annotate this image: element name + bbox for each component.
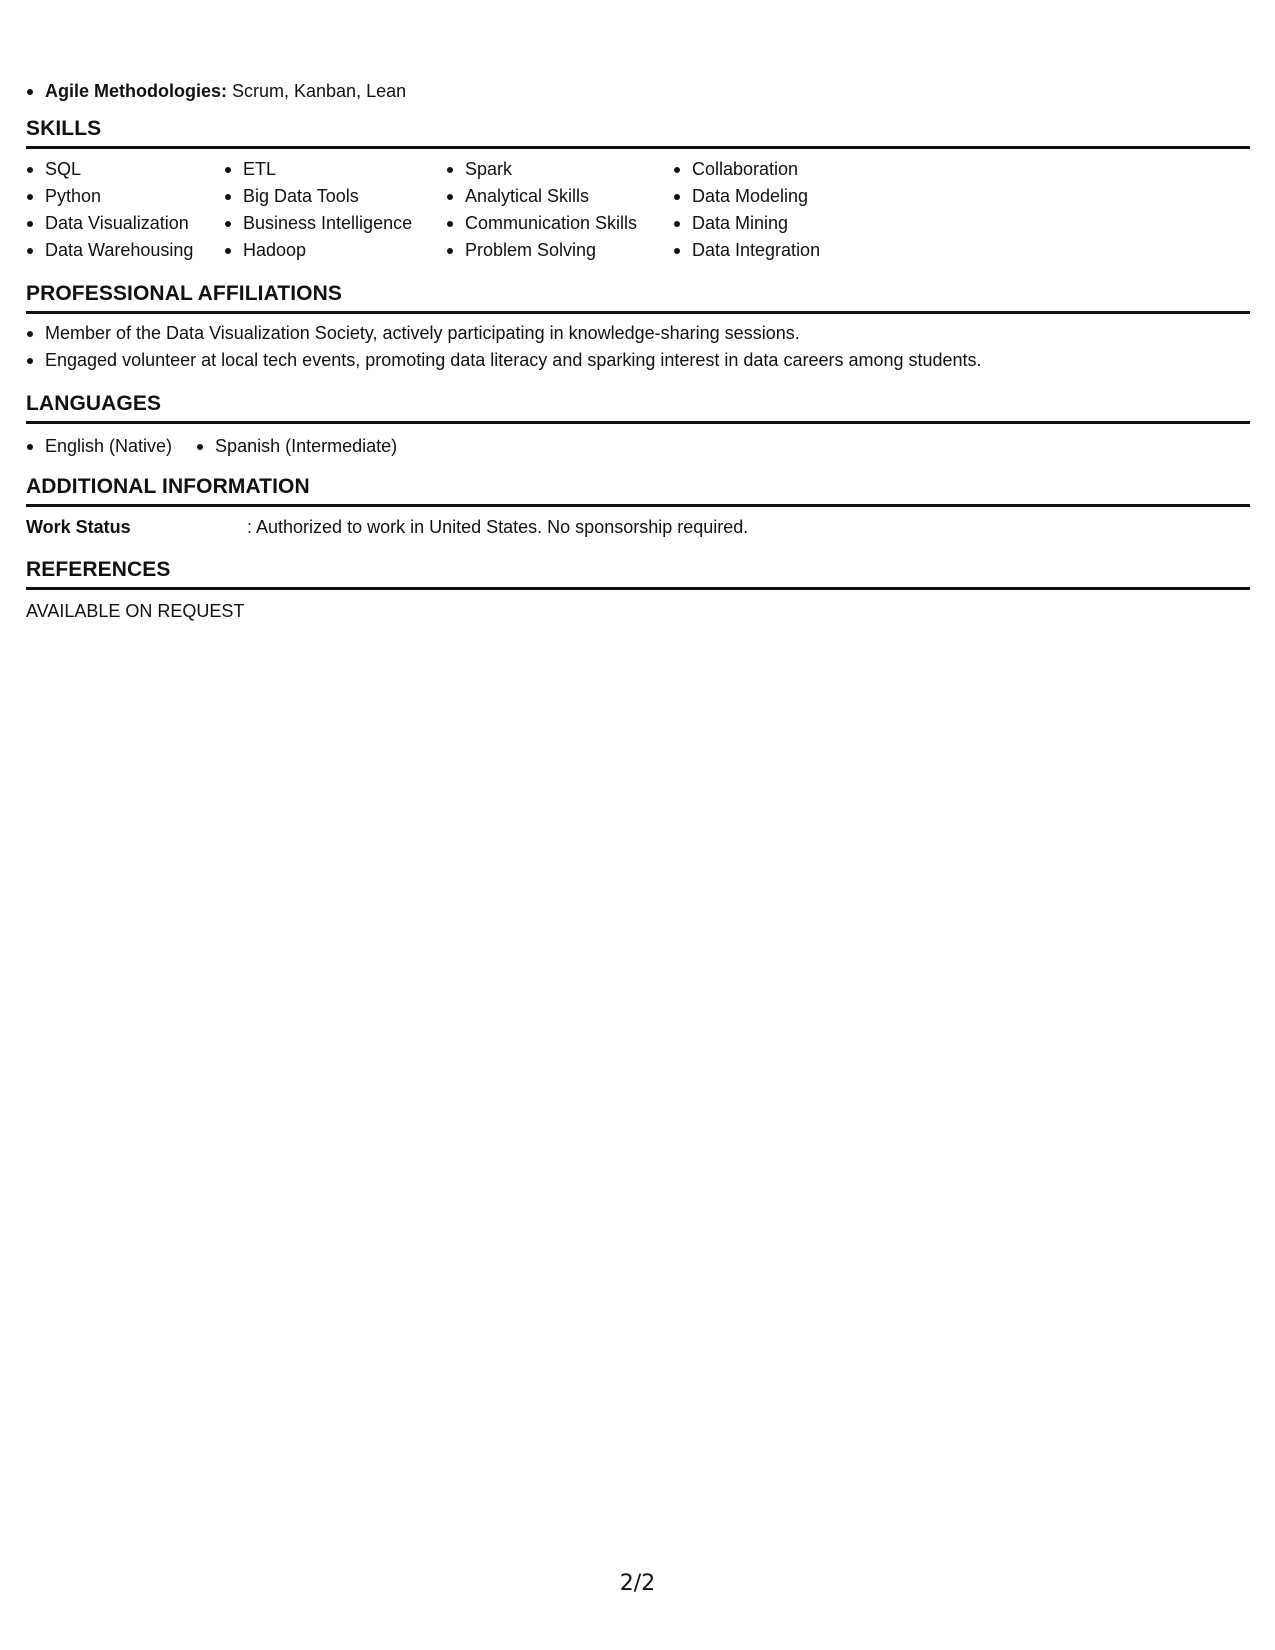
references-heading: REFERENCES: [26, 557, 1250, 590]
affiliation-item: Engaged volunteer at local tech events, promoting data literacy and sparking interest in data careers among students.: [26, 347, 1250, 374]
skill-item: Analytical Skills: [446, 183, 673, 210]
affiliations-section: [26, 281, 1250, 374]
language-item: English (Native): [26, 433, 172, 460]
agile-list: [26, 78, 406, 105]
skill-item: Data Warehousing: [26, 237, 224, 264]
skill-item: Data Modeling: [673, 183, 873, 210]
work-status-label: Work Status: [26, 517, 131, 537]
skill-item: Problem Solving: [446, 237, 673, 264]
references-section: [26, 557, 1250, 623]
references-text: AVAILABLE ON REQUEST: [26, 601, 245, 621]
work-status-row: [26, 515, 1250, 539]
agile-label: Agile Methodologies:: [45, 81, 227, 101]
affiliation-item: Member of the Data Visualization Society, actively participating in knowledge-sharing sessions.: [26, 320, 1250, 347]
languages-heading: LANGUAGES: [26, 391, 1250, 424]
skill-item: Data Integration: [673, 237, 873, 264]
skill-item: Hadoop: [224, 237, 446, 264]
skills-column-3: [446, 156, 673, 264]
skill-item: Communication Skills: [446, 210, 673, 237]
agile-value: Scrum, Kanban, Lean: [227, 81, 407, 101]
skill-item: Spark: [446, 156, 673, 183]
languages-list: [26, 433, 1250, 460]
additional-info-heading: ADDITIONAL INFORMATION: [26, 474, 1250, 507]
skills-column-1: [26, 156, 224, 264]
additional-info-section: [26, 474, 1250, 539]
languages-section: [26, 391, 1250, 460]
skills-grid: [26, 156, 1250, 264]
skill-item: Collaboration: [673, 156, 873, 183]
affiliations-list: [26, 320, 1250, 374]
skills-section: [26, 116, 1250, 264]
work-status-value: : Authorized to work in United States. No sponsorship required.: [247, 517, 749, 537]
skills-column-4: [673, 156, 873, 264]
skills-heading: SKILLS: [26, 116, 1250, 149]
language-item: Spanish (Intermediate): [196, 433, 397, 460]
skill-item: ETL: [224, 156, 446, 183]
agile-item: [26, 78, 406, 105]
skill-item: Python: [26, 183, 224, 210]
skill-item: Big Data Tools: [224, 183, 446, 210]
skill-item: Data Visualization: [26, 210, 224, 237]
affiliations-heading: PROFESSIONAL AFFILIATIONS: [26, 281, 1250, 314]
skill-item: SQL: [26, 156, 224, 183]
skills-column-2: [224, 156, 446, 264]
page-number: 2/2: [619, 1571, 656, 1596]
skill-item: Business Intelligence: [224, 210, 446, 237]
skill-item: Data Mining: [673, 210, 873, 237]
